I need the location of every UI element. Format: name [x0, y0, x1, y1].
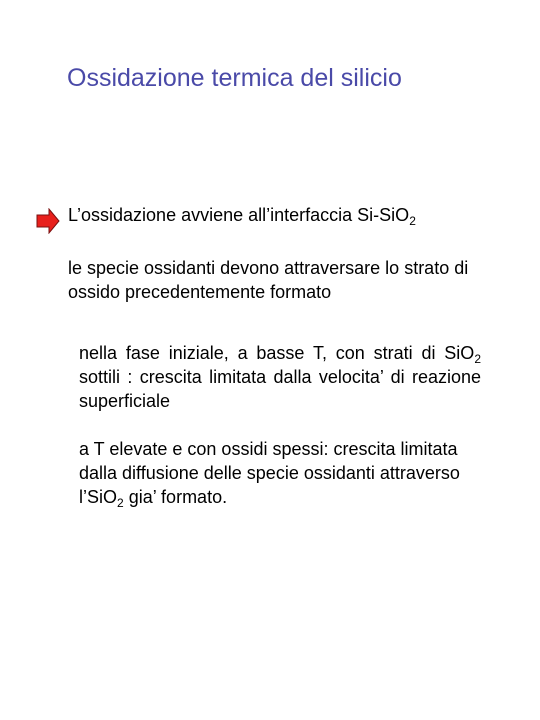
paragraph-high-temperature-part1: a T elevate e con ossidi spessi: crescita limitata dalla diffusione delle specie ossidanti attraverso l’SiO — [79, 439, 460, 507]
slide-title: Ossidazione termica del silicio — [67, 64, 402, 92]
bullet-text-main: L’ossidazione avviene all’interfaccia Si-SiO — [68, 205, 410, 225]
paragraph-initial-phase — [79, 341, 481, 413]
red-arrow-icon — [36, 208, 60, 234]
bullet-text — [68, 205, 416, 226]
paragraph-oxidizing-species: le specie ossidanti devono attraversare lo strato di ossido precedentemente formato — [68, 258, 469, 302]
paragraph-high-temperature — [79, 437, 499, 509]
paragraph-high-temperature-subscript: 2 — [117, 496, 124, 510]
bullet-text-subscript: 2 — [409, 214, 416, 228]
paragraph-initial-phase-part1: nella fase iniziale, a basse T, con strati di SiO — [79, 343, 475, 363]
paragraph-initial-phase-part2: sottili : crescita limitata dalla velocita’ di reazione superficiale — [79, 367, 481, 411]
paragraph-initial-phase-subscript: 2 — [474, 352, 481, 366]
paragraph-high-temperature-part2: gia’ formato. — [123, 487, 228, 507]
